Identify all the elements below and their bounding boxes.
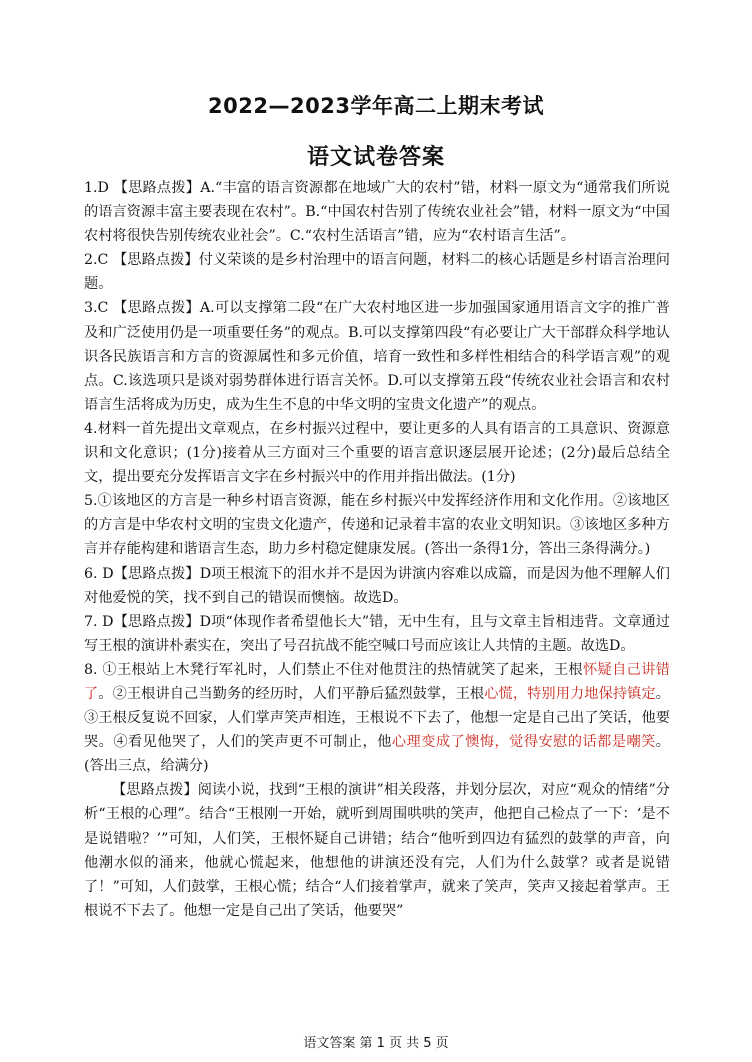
- q8-highlight-2: 心慌，特别用力地保持镇定: [484, 685, 656, 702]
- q8-analysis: 【思路点拨】阅读小说，找到“王根的演讲”相关段落，并划分层次，对应“观众的情绪”分析“王根的心理”。结合“王根刚一开始，就听到周围哄哄的笑声，他把自己检点了一下：‘是不是说错啦？’”可知，人们笑，王根怀疑自己讲错；结合“他听到四边有猛烈的鼓掌的声音，向他潮水似的涌来，他就心慌起来，他想他的讲演还没有完，人们为什么鼓掌？或者是说错了！”可知，人们鼓掌，王根心慌；结合“人们接着掌声，就来了笑声，笑声又接起着掌声。王根说不下去了。他想一定是自己出了笑话，他要哭”: [84, 782, 670, 919]
- answer-body: [84, 176, 670, 923]
- answer-q1: 1.D 【思路点拨】A.“丰富的语言资源都在地域广大的农村”错，材料一原文为“通常我们所说的语言资源丰富主要表现在农村”。B.“中国农村告别了传统农业社会”错，材料一原文为“中国农村将很快告别传统农业社会”。C.“农村生活语言”错，应为“农村语言生活”。: [84, 180, 670, 245]
- q8-text-3: 。③王根反复说不回家，人们掌声笑声相连，王根说不下去了，他想一定是自己出了笑话，他要哭。④看见他哭了，人们的笑声更不可制止，他: [84, 685, 670, 751]
- answer-subtitle: 语文试卷答案: [306, 145, 445, 170]
- answer-q8: [84, 658, 670, 778]
- q8-text-2: 。②王根讲自己当勤务的经历时，人们平静后猛烈鼓掌，王根: [98, 685, 485, 702]
- q8-highlight-3: 心理变成了懊悔，觉得安慰的话都是嘲笑: [391, 734, 656, 751]
- page-footer: 语文答案 第 1 页 共 5 页: [303, 1036, 449, 1051]
- answer-q5: 5.①该地区的方言是一种乡村语言资源，能在乡村振兴中发挥经济作用和文化作用。②该地区的方言是中华农村文明的宝贵文化遗产，传递和记录着丰富的农业文明知识。③该地区多种方言并存能构建和谐语言生态，助力乡村稳定健康发展。(答出一条得1分，答出三条得满分。): [84, 493, 670, 558]
- q8-highlight-1: 怀疑自己讲错了: [84, 661, 670, 702]
- answer-q6: 6. D【思路点拨】D项王根流下的泪水并不是因为讲演内容难以成篇，而是因为他不理解人们对他爱悦的笑，找不到自己的错误而懊恼。故选D。: [84, 565, 670, 606]
- answer-q3: 3.C 【思路点拨】A.可以支撑第二段“在广大农村地区进一步加强国家通用语言文字的推广普及和广泛使用仍是一项重要任务”的观点。B.可以支撑第四段“有必要让广大干部群众科学地认识各民族语言和方言的资源属性和多元价值，培育一致性和多样性相结合的科学语言观”的观点。C.该选项只是谈对弱势群体进行语言关怀。D.可以支撑第五段“传统农业社会语言和农村语言生活将成为历史，成为生生不息的中华文明的宝贵文化遗产”的观点。: [84, 300, 670, 413]
- q8-text-1: 8. ①王根站上木凳行军礼时，人们禁止不住对他贯注的热情就笑了起来，王根: [84, 661, 583, 678]
- q8-text-4: 。(答出三点，给满分): [84, 734, 670, 775]
- answer-q4: 4.材料一首先提出文章观点，在乡村振兴过程中，要让更多的人具有语言的工具意识、资源意识和文化意识；(1分)接着从三方面对三个重要的语言意识逐层展开论述；(2分)最后总结全文，提出要充分发挥语言文字在乡村振兴中的作用并指出做法。(1分): [84, 420, 670, 486]
- answer-q7: 7. D【思路点拨】D项“体现作者希望他长大”错，无中生有，且与文章主旨相违背。文章通过写王根的演讲朴素实在，突出了号召抗战不能空喊口号而应该让人共情的主题。故选D。: [84, 613, 670, 654]
- exam-title: 2022—2023学年高二上期末考试: [208, 94, 544, 118]
- answer-q2: 2.C 【思路点拨】付义荣谈的是乡村治理中的语言问题，材料二的核心话题是乡村语言治理问题。: [84, 252, 670, 293]
